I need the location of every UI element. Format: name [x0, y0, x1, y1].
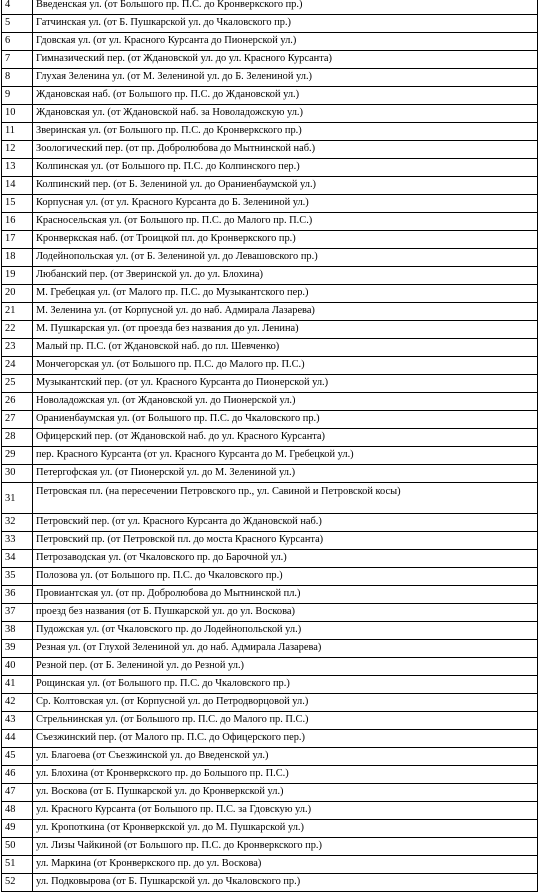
street-name-cell: Петергофская ул. (от Пионерской ул. до М. Зелениной ул.): [33, 465, 538, 483]
table-row: [2, 429, 538, 447]
street-name-cell: Рощинская ул. (от Большого пр. П.С. до Чкаловского пр.): [33, 676, 538, 694]
street-name-cell: М. Гребецкая ул. (от Малого пр. П.С. до Музыкантского пер.): [33, 285, 538, 303]
streets-table-body: [2, 0, 538, 892]
table-row: [2, 712, 538, 730]
row-number-cell: 28: [2, 429, 33, 447]
row-number-cell: 35: [2, 568, 33, 586]
street-name-cell: ул. Блохина (от Кронверкского пр. до Большого пр. П.С.): [33, 766, 538, 784]
row-number-cell: 10: [2, 105, 33, 123]
row-number-cell: 40: [2, 658, 33, 676]
street-name-cell: ул. Лизы Чайкиной (от Большого пр. П.С. до Кронверкского пр.): [33, 838, 538, 856]
street-name-cell: Колпинский пер. (от Б. Зелениной ул. до Ораниенбаумской ул.): [33, 177, 538, 195]
table-row: [2, 658, 538, 676]
street-name-cell: Провиантская ул. (от пр. Добролюбова до Мытнинской пл.): [33, 586, 538, 604]
table-row: [2, 514, 538, 532]
table-row: [2, 586, 538, 604]
table-row: [2, 730, 538, 748]
table-row: [2, 87, 538, 105]
street-name-cell: Петровский пр. (от Петровской пл. до моста Красного Курсанта): [33, 532, 538, 550]
row-number-cell: 19: [2, 267, 33, 285]
street-name-cell: Гатчинская ул. (от Б. Пушкарской ул. до Чкаловского пр.): [33, 15, 538, 33]
row-number-cell: 27: [2, 411, 33, 429]
row-number-cell: 26: [2, 393, 33, 411]
street-name-cell: Съезжинский пер. (от Малого пр. П.С. до Офицерского пер.): [33, 730, 538, 748]
table-row: [2, 604, 538, 622]
table-row: [2, 568, 538, 586]
table-row: [2, 357, 538, 375]
row-number-cell: 29: [2, 447, 33, 465]
table-row: [2, 856, 538, 874]
row-number-cell: 37: [2, 604, 33, 622]
street-name-cell: Корпусная ул. (от ул. Красного Курсанта до Б. Зелениной ул.): [33, 195, 538, 213]
street-name-cell: Мончегорская ул. (от Большого пр. П.С. до Малого пр. П.С.): [33, 357, 538, 375]
row-number-cell: 45: [2, 748, 33, 766]
row-number-cell: 14: [2, 177, 33, 195]
row-number-cell: 30: [2, 465, 33, 483]
street-name-cell: Лодейнопольская ул. (от Б. Зелениной ул. до Левашовского пр.): [33, 249, 538, 267]
table-row: [2, 15, 538, 33]
table-row: [2, 141, 538, 159]
table-row: [2, 375, 538, 393]
table-row: [2, 640, 538, 658]
row-number-cell: 25: [2, 375, 33, 393]
row-number-cell: 42: [2, 694, 33, 712]
table-row: [2, 51, 538, 69]
street-name-cell: Введенская ул. (от Большого пр. П.С. до Кронверкского пр.): [33, 0, 538, 15]
row-number-cell: 22: [2, 321, 33, 339]
table-row: [2, 820, 538, 838]
table-row: [2, 766, 538, 784]
street-name-cell: пер. Красного Курсанта (от ул. Красного Курсанта до М. Гребецкой ул.): [33, 447, 538, 465]
table-row: [2, 231, 538, 249]
table-row: [2, 838, 538, 856]
table-row: [2, 0, 538, 15]
street-name-cell: ул. Благоева (от Съезжинской ул. до Введенской ул.): [33, 748, 538, 766]
street-name-cell: Колпинская ул. (от Большого пр. П.С. до Колпинского пер.): [33, 159, 538, 177]
street-name-cell: Ждановская ул. (от Ждановской наб. за Новоладожскую ул.): [33, 105, 538, 123]
street-name-cell: Ср. Колтовская ул. (от Корпусной ул. до Петродворцовой ул.): [33, 694, 538, 712]
table-row: [2, 622, 538, 640]
row-number-cell: 31: [2, 483, 33, 514]
row-number-cell: 50: [2, 838, 33, 856]
street-name-cell: М. Зеленина ул. (от Корпусной ул. до наб. Адмирала Лазарева): [33, 303, 538, 321]
street-name-cell: М. Пушкарская ул. (от проезда без названия до ул. Ленина): [33, 321, 538, 339]
row-number-cell: 32: [2, 514, 33, 532]
table-row: [2, 267, 538, 285]
street-name-cell: Стрельнинская ул. (от Большого пр. П.С. до Малого пр. П.С.): [33, 712, 538, 730]
table-row: [2, 802, 538, 820]
row-number-cell: 7: [2, 51, 33, 69]
row-number-cell: 17: [2, 231, 33, 249]
row-number-cell: 5: [2, 15, 33, 33]
table-row: [2, 105, 538, 123]
street-name-cell: Новоладожская ул. (от Ждановской ул. до Пионерской ул.): [33, 393, 538, 411]
row-number-cell: 49: [2, 820, 33, 838]
row-number-cell: 20: [2, 285, 33, 303]
table-row: [2, 748, 538, 766]
street-name-cell: Гимназический пер. (от Ждановской ул. до ул. Красного Курсанта): [33, 51, 538, 69]
street-name-cell: Малый пр. П.С. (от Ждановской наб. до пл. Шевченко): [33, 339, 538, 357]
street-name-cell: Музыкантский пер. (от ул. Красного Курсанта до Пионерской ул.): [33, 375, 538, 393]
row-number-cell: 46: [2, 766, 33, 784]
table-row: [2, 676, 538, 694]
street-name-cell: ул. Красного Курсанта (от Большого пр. П.С. за Гдовскую ул.): [33, 802, 538, 820]
row-number-cell: 41: [2, 676, 33, 694]
row-number-cell: 39: [2, 640, 33, 658]
street-name-cell: ул. Маркина (от Кронверкского пр. до ул. Воскова): [33, 856, 538, 874]
table-row: [2, 249, 538, 267]
street-name-cell: Полозова ул. (от Большого пр. П.С. до Чкаловского пр.): [33, 568, 538, 586]
table-row: [2, 483, 538, 514]
row-number-cell: 6: [2, 33, 33, 51]
table-row: [2, 195, 538, 213]
table-row: [2, 339, 538, 357]
table-row: [2, 69, 538, 87]
street-name-cell: Офицерский пер. (от Ждановской наб. до ул. Красного Курсанта): [33, 429, 538, 447]
table-row: [2, 447, 538, 465]
street-name-cell: Петровская пл. (на пересечении Петровского пр., ул. Савиной и Петровской косы): [33, 483, 538, 514]
street-name-cell: Любанский пер. (от Зверинской ул. до ул. Блохина): [33, 267, 538, 285]
row-number-cell: 52: [2, 874, 33, 892]
street-name-cell: Резная ул. (от Глухой Зелениной ул. до наб. Адмирала Лазарева): [33, 640, 538, 658]
table-row: [2, 874, 538, 892]
row-number-cell: 21: [2, 303, 33, 321]
row-number-cell: 38: [2, 622, 33, 640]
street-name-cell: Петровский пер. (от ул. Красного Курсанта до Ждановской наб.): [33, 514, 538, 532]
row-number-cell: 4: [2, 0, 33, 15]
row-number-cell: 24: [2, 357, 33, 375]
table-row: [2, 465, 538, 483]
row-number-cell: 9: [2, 87, 33, 105]
row-number-cell: 11: [2, 123, 33, 141]
row-number-cell: 51: [2, 856, 33, 874]
table-row: [2, 321, 538, 339]
row-number-cell: 48: [2, 802, 33, 820]
street-name-cell: Глухая Зеленина ул. (от М. Зелениной ул. до Б. Зелениной ул.): [33, 69, 538, 87]
street-name-cell: Кронверкская наб. (от Троицкой пл. до Кронверкского пр.): [33, 231, 538, 249]
street-name-cell: Ораниенбаумская ул. (от Большого пр. П.С. до Чкаловского пр.): [33, 411, 538, 429]
streets-table: [1, 0, 538, 892]
table-row: [2, 303, 538, 321]
row-number-cell: 33: [2, 532, 33, 550]
street-name-cell: ул. Подковырова (от Б. Пушкарской ул. до Чкаловского пр.): [33, 874, 538, 892]
street-name-cell: Петрозаводская ул. (от Чкаловского пр. до Барочной ул.): [33, 550, 538, 568]
table-row: [2, 694, 538, 712]
street-name-cell: ул. Воскова (от Б. Пушкарской ул. до Кронверкской ул.): [33, 784, 538, 802]
row-number-cell: 13: [2, 159, 33, 177]
street-name-cell: проезд без названия (от Б. Пушкарской ул. до ул. Воскова): [33, 604, 538, 622]
table-row: [2, 177, 538, 195]
row-number-cell: 12: [2, 141, 33, 159]
table-row: [2, 532, 538, 550]
row-number-cell: 18: [2, 249, 33, 267]
street-name-cell: Гдовская ул. (от ул. Красного Курсанта до Пионерской ул.): [33, 33, 538, 51]
street-name-cell: Резной пер. (от Б. Зелениной ул. до Резной ул.): [33, 658, 538, 676]
row-number-cell: 16: [2, 213, 33, 231]
street-name-cell: Пудожская ул. (от Чкаловского пр. до Лодейнопольской ул.): [33, 622, 538, 640]
table-row: [2, 550, 538, 568]
table-row: [2, 393, 538, 411]
row-number-cell: 15: [2, 195, 33, 213]
table-row: [2, 159, 538, 177]
table-row: [2, 213, 538, 231]
table-row: [2, 123, 538, 141]
row-number-cell: 34: [2, 550, 33, 568]
table-row: [2, 411, 538, 429]
row-number-cell: 23: [2, 339, 33, 357]
row-number-cell: 36: [2, 586, 33, 604]
table-row: [2, 784, 538, 802]
table-row: [2, 33, 538, 51]
street-name-cell: Ждановская наб. (от Большого пр. П.С. до Ждановской ул.): [33, 87, 538, 105]
row-number-cell: 43: [2, 712, 33, 730]
row-number-cell: 47: [2, 784, 33, 802]
street-name-cell: ул. Кропоткина (от Кронверкской ул. до М. Пушкарской ул.): [33, 820, 538, 838]
table-row: [2, 285, 538, 303]
row-number-cell: 8: [2, 69, 33, 87]
street-name-cell: Красносельская ул. (от Большого пр. П.С. до Малого пр. П.С.): [33, 213, 538, 231]
street-name-cell: Зверинская ул. (от Большого пр. П.С. до Кронверкского пр.): [33, 123, 538, 141]
street-name-cell: Зоологический пер. (от пр. Добролюбова до Мытнинской наб.): [33, 141, 538, 159]
row-number-cell: 44: [2, 730, 33, 748]
